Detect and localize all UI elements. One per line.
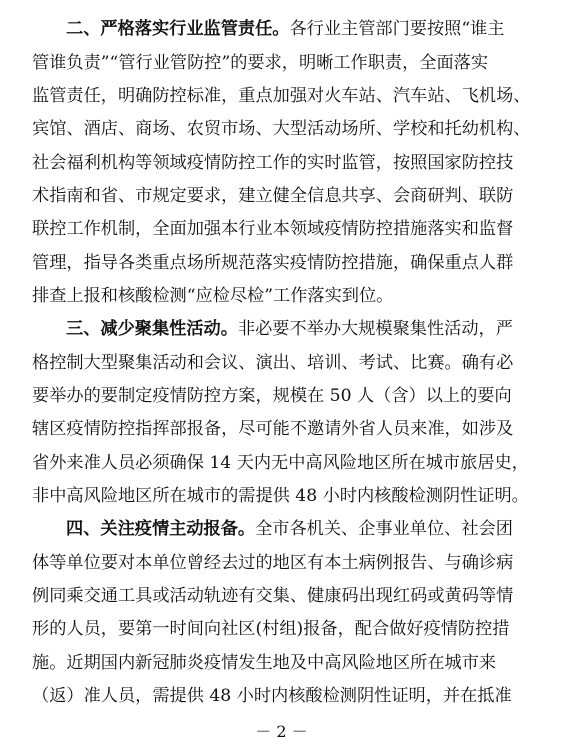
- paragraph-2-line-1: [32, 17, 535, 41]
- paragraph-4-line-1: [32, 517, 535, 541]
- paragraph-4-line-2: 体等单位要对本单位曾经去过的地区有本土病例报告、与确诊病: [32, 553, 514, 573]
- section-heading-4: 四、关注疫情主动报备。: [66, 519, 256, 539]
- paragraph-2-line-7: 联控工作机制，全面加强本行业本领域疫情防控措施落实和监督: [32, 219, 514, 239]
- section-heading-3: 三、减少聚集性活动。: [66, 319, 238, 339]
- paragraph-2-line-2: 管谁负责”“管行业管防控”的要求，明晰工作职责，全面落实: [32, 53, 489, 73]
- paragraph-3-line-6: 非中高风险地区所在城市的需提供 48 小时内核酸检测阴性证明。: [32, 486, 529, 506]
- paragraph-3-line-3: 要举办的要制定疫情防控方案，规模在 50 人（含）以上的要向: [32, 386, 512, 406]
- section-heading-2: 二、严格落实行业监管责任。: [66, 19, 290, 39]
- paragraph-2-line-8: 管理，指导各类重点场所规范落实疫情防控措施，确保重点人群: [32, 253, 514, 273]
- paragraph-3-line-2: 格控制大型聚集活动和会议、演出、培训、考试、比赛。确有必: [32, 353, 514, 373]
- paragraph-4-line-3: 例同乘交通工具或活动轨迹有交集、健康码出现红码或黄码等情: [32, 586, 514, 606]
- paragraph-3-line-1: [32, 317, 535, 341]
- paragraph-4-line-4: 形的人员，要第一时间向社区(村组)报备，配合做好疫情防控措: [32, 619, 510, 639]
- paragraph-3-text: 非必要不举办大规模聚集性活动，严: [237, 319, 513, 339]
- paragraph-2-line-4: 宾馆、酒店、商场、农贸市场、大型活动场所、学校和托幼机构、: [32, 119, 531, 139]
- paragraph-4-line-5: 施。近期国内新冠肺炎疫情发生地及中高风险地区所在城市来: [32, 653, 497, 673]
- paragraph-3-line-4: 辖区疫情防控指挥部报备，尽可能不邀请外省人员来准，如涉及: [32, 419, 514, 439]
- paragraph-4-line-6: （返）准人员，需提供 48 小时内核酸检测阴性证明，并在抵准: [32, 686, 512, 706]
- paragraph-2-line-3: 监管责任，明确防控标准，重点加强对火车站、汽车站、飞机场、: [32, 86, 531, 106]
- paragraph-2-line-6: 术指南和省、市规定要求，建立健全信息共享、会商研判、联防: [32, 186, 514, 206]
- paragraph-2-line-5: 社会福利机构等领域疫情防控工作的实时监管，按照国家防控技: [32, 153, 514, 173]
- paragraph-4-text: 全市各机关、企事业单位、社会团: [255, 519, 513, 539]
- paragraph-2-text: 各行业主管部门要按照“谁主: [289, 19, 505, 39]
- paragraph-3-line-5: 省外来准人员必须确保 14 天内无中高风险地区所在城市旅居史，: [32, 453, 529, 473]
- page-number: － 2 －: [255, 722, 308, 741]
- paragraph-2-line-9: 排查上报和核酸检测“应检尽检”工作落实到位。: [32, 286, 394, 306]
